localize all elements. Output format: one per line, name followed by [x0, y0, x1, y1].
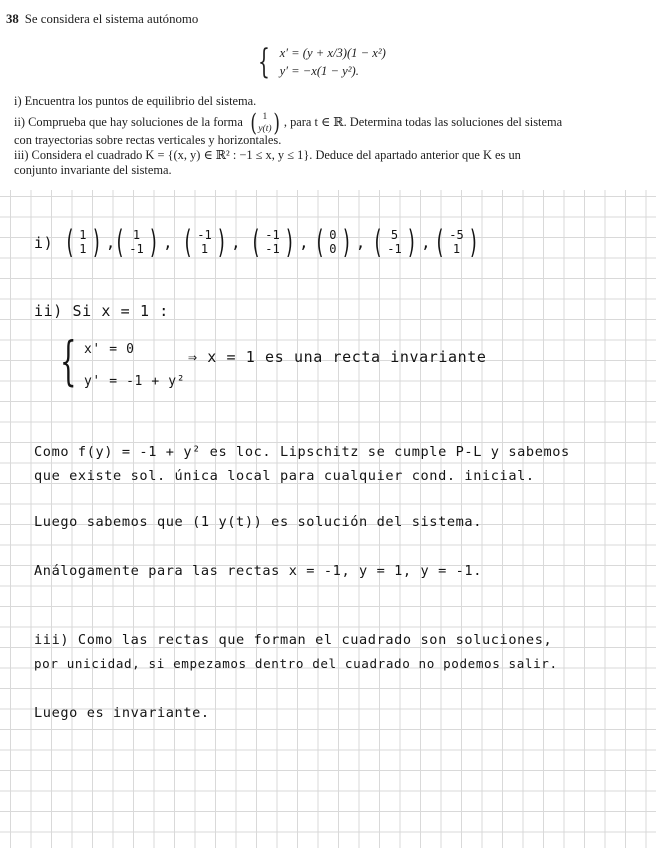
answer-i-label: i) [34, 234, 54, 252]
answer-ii-conclusion: ⇒ x = 1 es una recta invariante [188, 348, 487, 366]
answer-iii-line2: por unicidad, si empezamos dentro del cuadrado no podemos salir. [34, 656, 558, 671]
solution-line: Luego sabemos que (1 y(t)) es solución del sistema. [34, 514, 482, 530]
ode-system [258, 42, 386, 82]
item-iii-line1: iii) Considera el cuadrado K = {(x, y) ∈ ℝ² : −1 ≤ x, y ≤ 1}. Deduce del apartado anterior que K es un [14, 148, 521, 162]
item-ii-line1: ii) Comprueba que hay soluciones de la forma ( 1 y(t) ) , para t ∈ ℝ. Determina todas las soluciones del sistema [14, 109, 563, 137]
answer-ii-brace: { [60, 332, 77, 392]
problem-items [14, 94, 652, 178]
problem-title [6, 12, 198, 27]
point-6: ( 5 -1 ) , [372, 223, 431, 261]
system-brace: { [258, 42, 270, 82]
item-ii-line2: con trayectorias sobre rectas verticales y horizontales. [14, 133, 282, 147]
answer-ii-label: ii) Si x = 1 : [34, 302, 169, 320]
point-4: ( -1 -1 ) , [250, 223, 309, 261]
answer-iii-line3: Luego es invariante. [34, 705, 210, 721]
problem-number: 38 [6, 12, 19, 26]
answer-ii-eq1: x' = 0 [84, 342, 135, 357]
point-2: ( 1 -1 ) , [114, 223, 173, 261]
point-5: ( 0 0 ) , [314, 223, 366, 261]
lipschitz-line2: que existe sol. única local para cualquier cond. inicial. [34, 468, 535, 484]
problem-statement: Se considera el sistema autónomo [24, 12, 199, 26]
point-3: ( -1 1 ) , [182, 223, 241, 261]
analogous-line: Análogamente para las rectas x = -1, y = 1, y = -1. [34, 563, 482, 579]
answer-ii-eq2: y' = -1 + y² [84, 374, 186, 389]
vector-1-yt: ( 1 y(t) ) [250, 109, 280, 137]
point-7: ( -5 1 ) [434, 223, 479, 261]
equation-2: y′ = −x(1 − y²). [279, 63, 359, 78]
lipschitz-line1: Como f(y) = -1 + y² es loc. Lipschitz se cumple P-L y sabemos [34, 444, 570, 460]
answer-iii-line1: iii) Como las rectas que forman el cuadrado son soluciones, [34, 632, 553, 648]
point-1: ( 1 1 ) , [64, 223, 116, 261]
equation-1: x′ = (y + x/3)(1 − x²) [279, 45, 386, 60]
item-iii-line2: conjunto invariante del sistema. [14, 163, 172, 177]
item-i: i) Encuentra los puntos de equilibrio del sistema. [14, 94, 257, 108]
